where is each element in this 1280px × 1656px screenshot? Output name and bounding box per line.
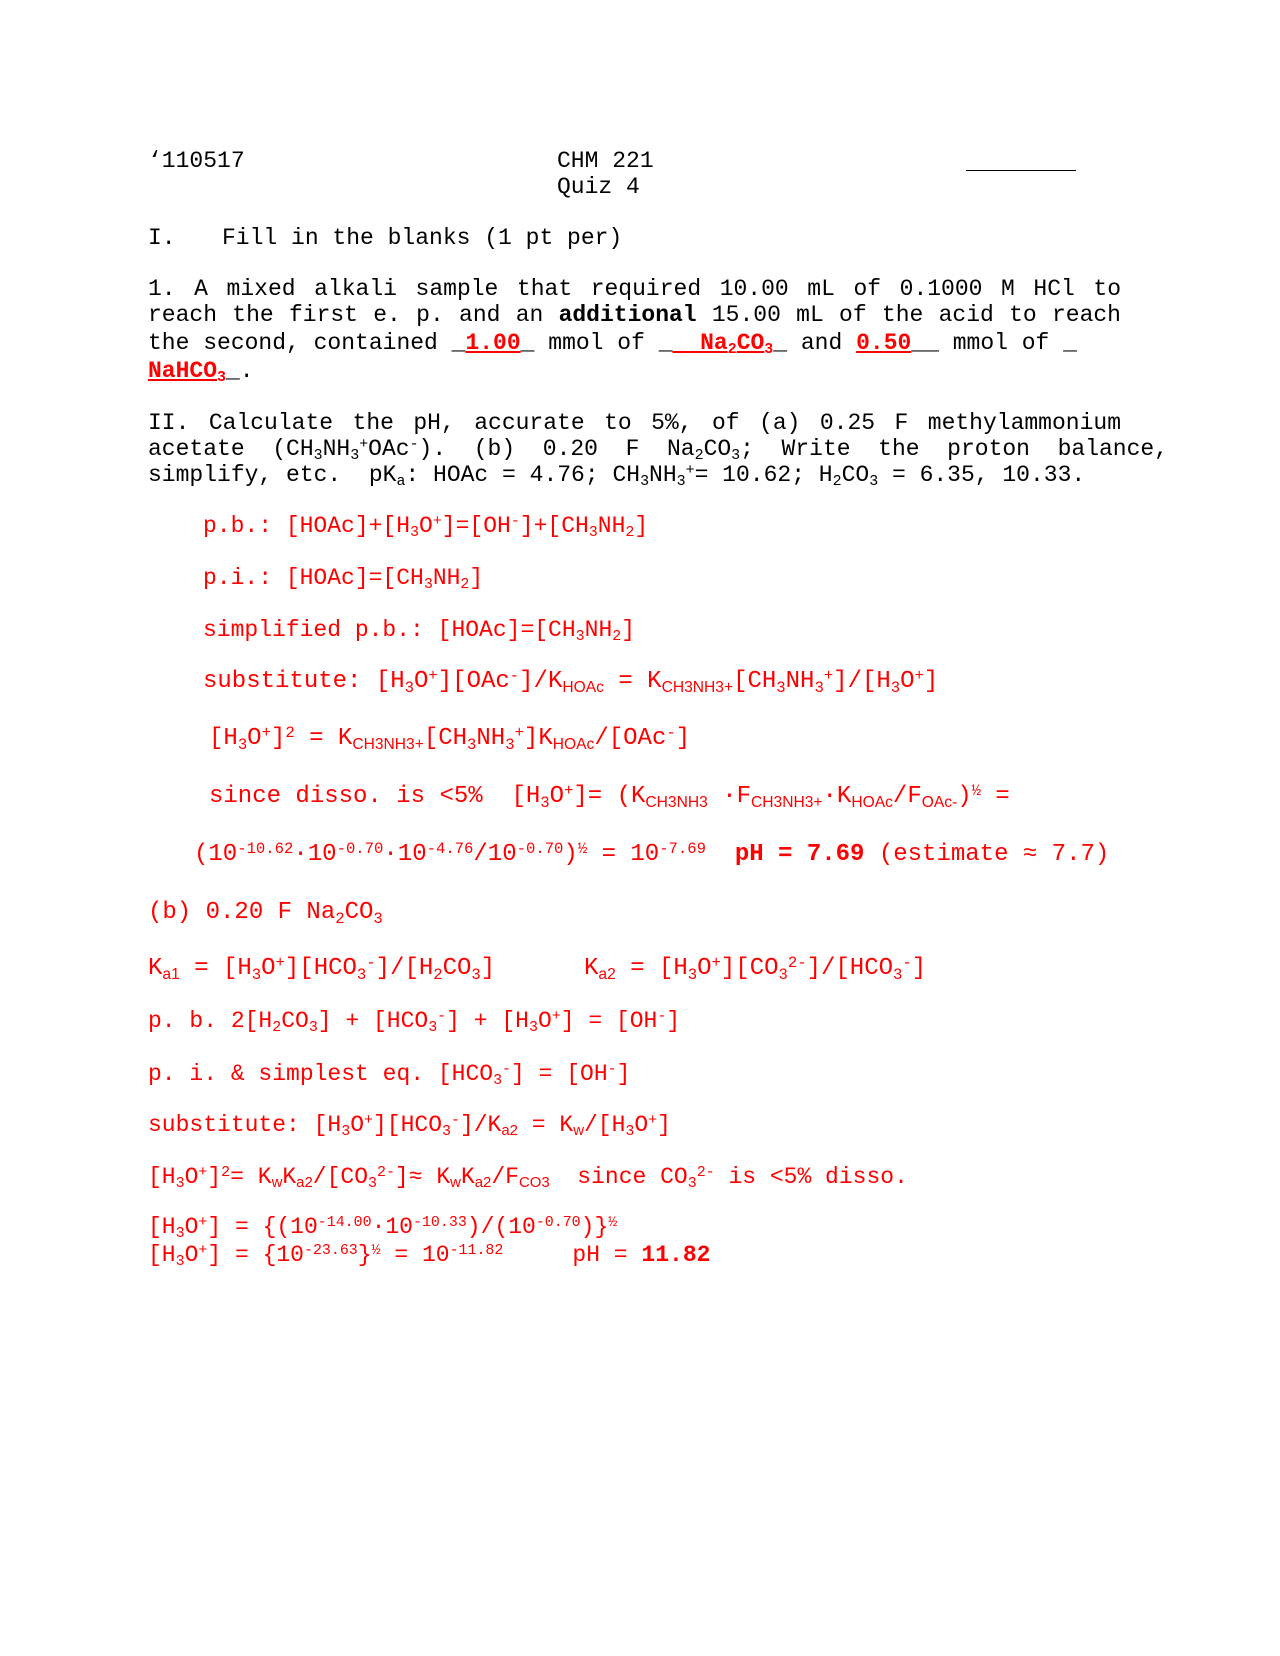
part-a-principal-interaction: p.i.: $[HOAc]=[CH_3NH_2]$ [203, 565, 484, 594]
part-b-ph-value: 11.82 [641, 1242, 711, 1268]
part-b-squared: $[H_3O^+]^2= K_wK_{a2}/[CO_3^{2-}]\approx K_wK_{a2}/F_{CO3}$ since $CO_3^{2-}$ is <5% disso. [148, 1164, 908, 1193]
course-title: CHM 221 [557, 148, 654, 174]
part-a-simplified-pb: simplified p.b.: $[HOAc]=[CH_3NH_2]$ [203, 617, 636, 646]
part-b-heading: (b) 0.20 F $Na_2CO_3$ [148, 899, 383, 928]
part-b-calculation-1: $[H_3O^+] = \{(10^{-14.00}\cdot 10^{-10.33})/(10^{-0.70})\}^{\frac{1}{2}}$ [148, 1214, 618, 1243]
part-b-ph-label: pH = [572, 1242, 642, 1268]
part-b-ka1: $K_{a1} = [H_3O^+][HCO_3^-]/[H_2CO_3]$ [148, 953, 496, 984]
part-b-substitute: substitute: $[H_3O^+][HCO_3^-]/K_{a2} = K_w/[H_3O^+]$ [148, 1112, 671, 1141]
part-a-proton-balance: p.b.: $[HOAc]+[H_3O^+]=[OH^-]+[CH_3NH_2]$ [203, 513, 649, 542]
part-a-since-disso: since disso. is <5% $[H_3O^+]= (K_{CH3NH3} \cdot F_{CH3NH3+}\cdot K_{HOAc}/F_{OAc-})^{\frac{1}{2}}$ = [209, 781, 1010, 812]
answer-3: 0.50 [856, 330, 912, 356]
section-2-line-3: simplify, etc. $pK_a$: HOAc = 4.76; $CH_3NH_3^+= 10.62$; $H_2CO_3 = 6.35$, 10.33. [148, 462, 1086, 491]
part-a-squared: $[H_3O^+]^2 = K_{CH3NH3+}[CH_3NH_3^+]K_{HOAc}/[OAc^-]$ [209, 723, 691, 754]
part-b-principal-interaction: p. i. & simplest eq. $[HCO_3^-] = [OH^-]$ [148, 1061, 631, 1090]
part-a-calculation: $(10^{-10.62}\cdot 10^{-0.70}\cdot 10^{-4.76}/10^{-0.70})^{\frac{1}{2}} = 10^{-7.69}$ pH = 7.69 (estimate ≈ 7.7) [194, 839, 1110, 868]
question-1-line-3: the second, contained _1.00_ mmol of _ $Na_2CO_3\_$ and 0.50__ mmol of _ [148, 330, 1077, 359]
quiz-number: Quiz 4 [557, 174, 640, 200]
question-1-line-1: 1. A mixed alkali sample that required 10.00 mL of 0.1000 M HCl to [148, 276, 1121, 302]
section-2-line-1: II. Calculate the pH, accurate to 5%, of (a) 0.25 F methylammonium [148, 410, 1121, 436]
section-2-line-2: acetate $(CH_3NH_3^+OAc^-)$. (b) 0.20 F $Na_2CO_3$; Write the proton balance, [148, 436, 1169, 465]
part-a-ph-result: pH = 7.69 [734, 841, 865, 868]
answer-1: 1.00 [465, 330, 521, 356]
question-1-line-2: reach the first e. p. and an additional 15.00 mL of the acid to reach [148, 302, 1121, 328]
section-1-heading: Fill in the blanks (1 pt per) [222, 225, 623, 251]
answer-2: $Na_2CO_3$ [672, 330, 774, 359]
answer-4: NaHCO$_3$ [148, 358, 226, 387]
section-1-number: I. [148, 225, 176, 251]
quiz-code: ‘110517 [148, 148, 245, 174]
part-b-calculation-2: $[H_3O^+] = \{10^{-23.63}\}^{\frac{1}{2}} = 10^{-11.82}$ pH = 11.82 [148, 1242, 711, 1271]
name-blank [966, 148, 1090, 174]
part-b-proton-balance: p. b. $2[H_2CO_3] + [HCO_3^-] + [H_3O^+] = [OH^-]$ [148, 1008, 681, 1037]
question-1-line-4: NaHCO$_3$_. [148, 358, 254, 387]
part-b-ka2: $K_{a2} = [H_3O^+][CO_3^{2-}]/[HCO_3^-]$ [584, 953, 927, 984]
part-a-substitute: substitute: $[H_3O^+][OAc^-]/K_{HOAc} = K_{CH3NH3+}[CH_3NH_3^+]/[H_3O^+]$ [203, 666, 939, 697]
part-a-estimate: (estimate ≈ 7.7) [878, 841, 1110, 868]
